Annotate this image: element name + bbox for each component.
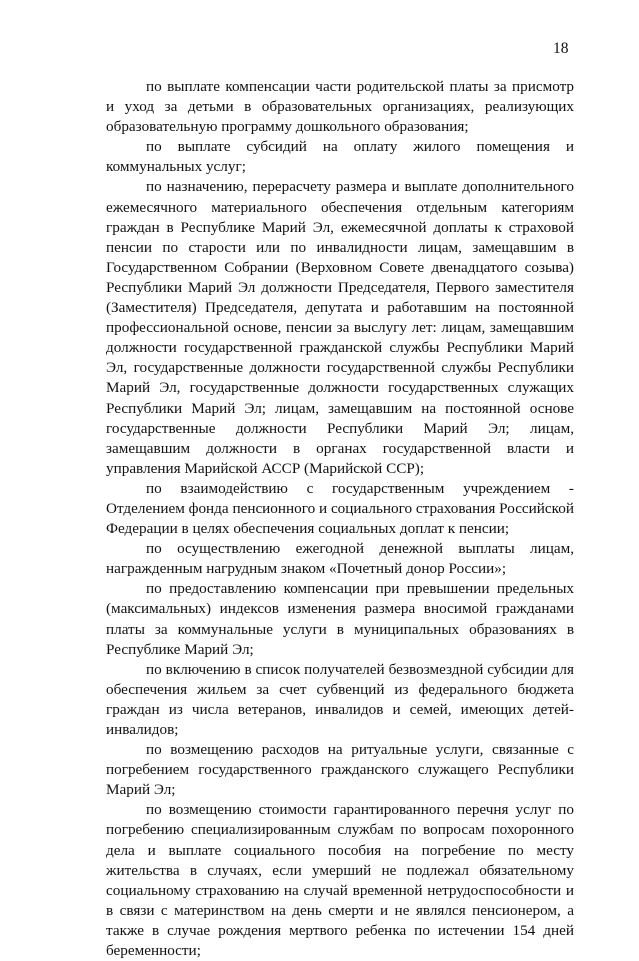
paragraph-utility-compensation: по предоставлению компенсации при превышении предельных (максимальных) индексов изменения размера вносимой гражданами платы за коммунальные услуги в муниципальных образованиях в Республике Марий Эл; [106,580,574,658]
paragraph-pension-fund-interaction: по взаимодействию с государственным учреждением - Отделением фонда пенсионного и социального страхования Российской Федерации в целях обеспечения социальных доплат к пенсии; [106,479,574,538]
paragraph-housing-subsidies: по выплате субсидий на оплату жилого помещения и коммунальных услуг; [106,138,574,176]
paragraph-housing-subsidy-list: по включению в список получателей безвозмездной субсидии для обеспечения жильем за счет субвенций из федерального бюджета граждан из числа ветеранов, инвалидов и семей, имеющих детей-инвалидов; [106,660,574,738]
page-number: 18 [553,40,569,57]
document-body [106,77,574,961]
paragraph-burial-services: по возмещению стоимости гарантированного перечня услуг по погребению специализированным службам по вопросам похоронного дела и выплате социального пособия на погребение по месту жительства в случаях, если умерший не подлежал обязательному социальному страхованию на случай временной нетрудоспособности и в связи с материнством на день смерти и не являлся пенсионером, а также в случае рождения мертвого ребенка по истечении 154 дней беременности; [106,801,574,960]
paragraph-additional-material-support: по назначению, перерасчету размера и выплате дополнительного ежемесячного материального обеспечения отдельным категориям граждан в Республике Марий Эл, ежемесячной доплаты к страховой пенсии по старости или по инвалидности лицам, замещавшим в Государственном Собрании (Верховном Совете двенадцатого созыва) Республики Марий Эл должности Председателя, Первого заместителя (Заместителя) Председателя, депутата и работавшим на постоянной профессиональной основе, пенсии за выслугу лет: лицам, замещавшим должности государственной гражданской службы Республики Марий Эл, государственные должности государственной службы Республики Марий Эл, государственные должности государственных служащих Республики Марий Эл; лицам, замещавшим на постоянной основе государственные должности Республики Марий Эл; лицам, замещавшим должности в органах государственной власти и управления Марийской АССР (Марийской ССР); [106,178,574,477]
paragraph-funeral-expenses: по возмещению расходов на ритуальные услуги, связанные с погребением государственного гражданского служащего Республики Марий Эл; [106,741,574,799]
paragraph-parental-fee-compensation: по выплате компенсации части родительской платы за присмотр и уход за детьми в образовательных организациях, реализующих образовательную программу дошкольного образования; [106,78,574,136]
paragraph-donor-payment: по осуществлению ежегодной денежной выплаты лицам, награжденным нагрудным знаком «Почетный донор России»; [106,540,574,578]
